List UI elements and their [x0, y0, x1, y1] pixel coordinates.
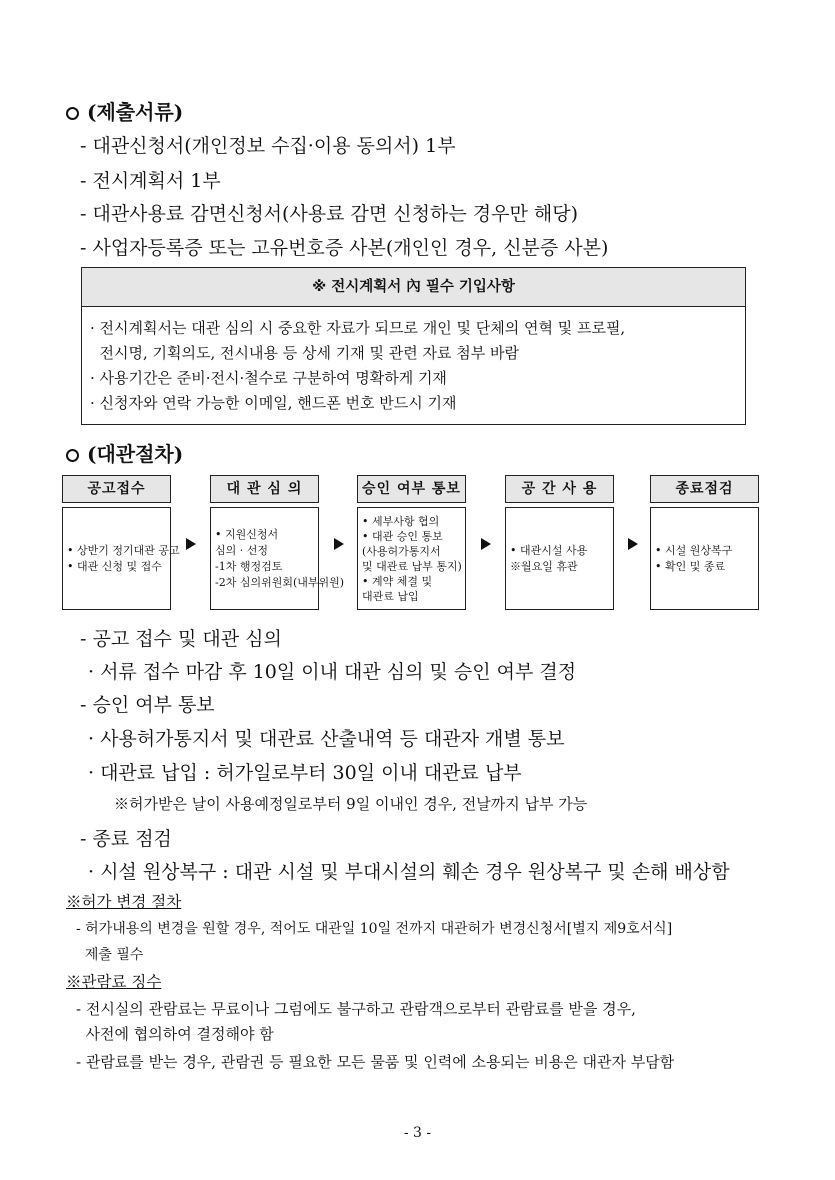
process-step-title: 공고접수 — [62, 475, 171, 503]
detail-line: · 서류 접수 마감 후 10일 이내 대관 심의 및 승인 여부 결정 — [88, 661, 577, 683]
page-number: - 3 - — [403, 1125, 432, 1141]
right-arrow-icon — [334, 538, 344, 550]
process-step-body: • 지원신청서 심의 · 선정 -1차 행정검토 -2차 심의위원회(내부위원) — [210, 507, 319, 610]
process-step-body: • 시설 원상복구 • 확인 및 종료 — [650, 507, 759, 610]
process-step — [505, 475, 614, 610]
change-line: 제출 필수 — [76, 947, 144, 963]
submission-item: - 전시계획서 1부 — [80, 170, 221, 192]
circle-bullet-icon — [66, 449, 79, 462]
right-arrow-icon — [186, 538, 196, 550]
required-item-row: · 신청자와 연락 가능한 이메일, 핸드폰 번호 반드시 기재 — [90, 394, 457, 412]
right-arrow-icon — [481, 538, 491, 550]
submission-item: - 대관신청서(개인정보 수집·이용 동의서) 1부 — [80, 135, 456, 157]
process-step-title: 대 관 심 의 — [210, 475, 319, 503]
detail-line: · 대관료 납입 : 허가일로부터 30일 이내 대관료 납부 — [88, 762, 522, 784]
process-step-body: • 상반기 정기대관 공고 • 대관 신청 및 접수 — [62, 507, 171, 610]
process-step — [62, 475, 180, 610]
process-step-title: 공 간 사 용 — [505, 475, 614, 503]
detail-line: - 승인 여부 통보 — [80, 694, 215, 716]
detail-line: · 사용허가통지서 및 대관료 산출내역 등 대관자 개별 통보 — [88, 728, 565, 750]
required-item-row: · 사용기간은 준비·전시·철수로 구분하여 명확하게 기재 — [90, 369, 447, 387]
required-items-box — [81, 267, 746, 425]
submission-item: - 대관사용료 감면신청서(사용료 감면 신청하는 경우만 해당) — [80, 203, 578, 225]
submission-heading: (제출서류) — [66, 96, 183, 125]
fee-heading: ※관람료 징수 — [66, 973, 162, 991]
process-step-body: • 대관시설 사용 ※월요일 휴관 — [505, 507, 614, 610]
process-step — [210, 475, 345, 610]
required-item-row: · 전시계획서는 대관 심의 시 중요한 자료가 되므로 개인 및 단체의 연혁 및 프로필, — [90, 319, 626, 337]
circle-bullet-icon — [66, 107, 79, 120]
required-items-title: ※ 전시계획서 內 필수 기입사항 — [82, 268, 745, 307]
process-step — [650, 475, 759, 610]
fee-line: - 관람료를 받는 경우, 관람권 등 필요한 모든 물품 및 인력에 소용되는 비용은 대관자 부담함 — [76, 1053, 675, 1071]
fee-line: - 전시실의 관람료는 무료이나 그럼에도 불구하고 관람객으로부터 관람료를 받을 경우, — [76, 1000, 636, 1018]
detail-line: - 종료 점검 — [80, 828, 172, 850]
process-step-title: 종료점검 — [650, 475, 759, 503]
fee-line: 사전에 협의하여 결정해야 함 — [76, 1025, 274, 1043]
detail-line: - 공고 접수 및 대관 심의 — [80, 628, 282, 650]
change-heading: ※허가 변경 절차 — [66, 893, 182, 911]
process-step — [357, 475, 466, 610]
process-step-body: • 세부사항 협의 • 대관 승인 통보 (사용허가통지서 및 대관료 납부 통지) • 계약 체결 및 대관료 납입 — [357, 507, 466, 610]
detail-note: ※허가받은 날이 사용예정일로부터 9일 이내인 경우, 전날까지 납부 가능 — [114, 795, 588, 813]
change-line: - 허가내용의 변경을 원할 경우, 적어도 대관일 10일 전까지 대관허가 변경신청서[별지 제9호서식] — [76, 921, 673, 937]
right-arrow-icon — [628, 538, 638, 550]
process-step-title: 승인 여부 통보 — [357, 475, 466, 503]
submission-item: - 사업자등록증 또는 고유번호증 사본(개인인 경우, 신분증 사본) — [80, 237, 609, 259]
procedure-heading: (대관절차) — [66, 438, 183, 467]
required-item-row: 전시명, 기획의도, 전시내용 등 상세 기재 및 관련 자료 첨부 바람 — [90, 344, 520, 362]
detail-line: · 시설 원상복구 : 대관 시설 및 부대시설의 훼손 경우 원상복구 및 손해 배상함 — [88, 861, 730, 883]
